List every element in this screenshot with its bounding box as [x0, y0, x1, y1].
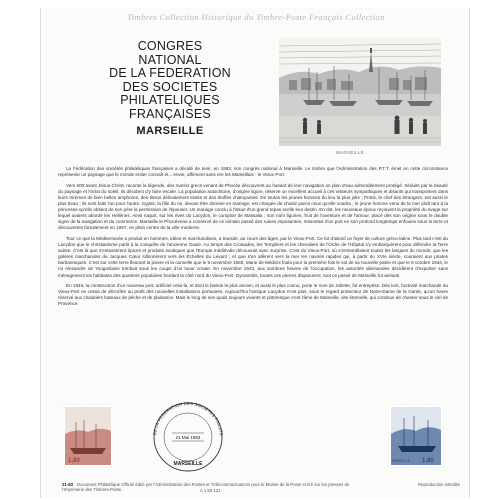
title-line-5: PHILATELIQUES [120, 93, 220, 107]
footer-number: 21-83 [62, 482, 73, 487]
footer-text-2: l'Imprimerie des Timbres-Poste. [62, 487, 123, 492]
cancel-city: MARSEILLE [173, 461, 203, 467]
text-paragraph-1: La Fédération des sociétés philatéliques françaises a décidé de tenir, en 1983, son congrès national à Marseille. Le timbre que l'Administration des P.T.T. émet en cette circonstance représente un paysage que le monde entier connaît et... envie, affirment sans rire les Marseillais : le Vieux-Port. [58, 166, 448, 178]
title-line-6: FRANÇAISES [129, 106, 211, 121]
title-line-2: NATIONAL [138, 52, 202, 67]
stamp-right [388, 404, 444, 468]
stamp-left [62, 404, 114, 468]
cancellation-postmark [142, 395, 234, 475]
stamps-area [58, 395, 448, 475]
stamp-right-value: 1,80 [422, 458, 434, 464]
text-paragraph-4: En 1946, la construction d'un nouveau port, artificiel celui-là, et dont le bassin le plus ancien, et aussi le plus connu, porte le nom de Joliette, fut entreprise. Dès lors, l'activité marchande du Vieux-Port ne cessa de décroître au profit des nouvelles installations portuaires. Aujourd'hui l'antique Lacydon n'est plus, sous le regard protecteur de Notre-Dame de la Garde, qu'un havre réservé aux chalutiers bateaux de pêche et de plaisance. Mais le long de ses quais toujours vivants et pittoresque c'est l'âme de Marseille, vite éternelle, qui continue de chanter sous le ciel de Provence. [58, 283, 448, 307]
historical-text [58, 166, 448, 312]
document-title [80, 40, 260, 139]
title-line-4: DES SOCIETES [122, 79, 218, 94]
stamp-left-value: 1,80 [68, 458, 80, 464]
cancel-arc-text: DE LA FEDERATION DES SOCIETES PHILATE [152, 400, 225, 437]
cancel-date: 21 Mai 1983 [175, 435, 201, 440]
engraving-caption: MARSEILLE [336, 150, 364, 155]
text-paragraph-2: Vers 600 avant Jésus-Christ, raconte la légende, des marins grecs venant de Phocée découvrent au hasard de leur navigation un plan d'eau admirablement protégé. Séduits par la beauté du paysage et l'éclat du soleil, ils décident d'y faire escale. La population autochtone, d'origine ligure, réserve un excellent accueil à ces visiteurs sympathiques et disants qui transportent dans leurs trirèmes de bien belles amphores, des tissus délicatement tissés et des étoffes chatoyantes. De toutes les jeunes femmes du lieu la plus jolie ; Protis, le chef des étrangers, est aussi le plus beau ; ils sont faits l'un pour l'autre. Gyptis, la fille du roi, devant être donnée en mariage, est chargée de choisir parmi ceux qu'elle voudra ; le jeune homme venu de la mer plaît tant à la princesse qu'elle obtient de son père la permission de l'épouser. Un mariage conclu à l'issue d'un grand repas scelle leur destin. En dot, les nouveaux époux reçoivent la propriété du rivage sur lequel avaient abordé les Hellènes. Ainsi naquit, sur les rives du Lacydon, le comptoir de Massalia ; son nom ligurien, fruit de l'aventure et de l'amour, placé dès son origine sous le double signe de la navigation et du commerce. Marseille le Phocéenne a conservé de ce lointain passé des ruines imposantes, ressorties d'un port en son profond longtemps enfouies sous la terre et découvertes fortuitement en 1967, en plein centre de la ville moderne. [58, 182, 448, 231]
text-paragraph-3: Tour ce que la Méditerranée a produit en hommes, idées et marchandises, a transité, au cours des âges, par le Vieux-Port. Ce fut d'abord un foyer de culture gréco-latine. Plus tard c'est du Lacydon que le christianisme partit à la conquête de l'ancienne Gaule. Au temps des Croisades, les Templiers et les chevaliers de l'Ordre de l'Hôpital s'y embarquèrent pour défendre la Terre sainte. C'est là que s'entassèrent épices et produits exotiques que l'Europe médiévale découvrait avec surprise. C'est du Vieux-Port, où s'entremêlaient toutes les langues du monde, que les galères marchandes de Jacques Cœur sillonnèrent vers les Échelles du Levant ; et que s'en allèrent vers la mer les navires rapides qui, à partir du XVIe siècle, couraient aux pirates barbaresques. C'est sur cette terre fleurant la poivre et la cannelle que le 9 novembre 1660, Marie de Médicis foula pour la première fois le sol de sa nouvelle patrie et que le 9 octobre 1934, le roi Alexandre de Yougoslavie tombait sous les coups d'un tueur croate. En novembre 1943, aux sombres heures de l'occupation, les autorités allemandes décidèrent d'expulser sans ménagement les habitants des quartiers populaires bordant la côté nord du Vieux-Port. Dynamités, toutes ces pierres disparurent, tout ce passé de Marseille fut anéanti. [58, 235, 448, 278]
svg-text:CONGRES NATIONAL DE LA FEDERAT [142, 395, 224, 437]
footer-reference: A 1 83 121 [200, 488, 221, 493]
stamp-right-label: MARSEILLE [392, 459, 410, 463]
title-line-1: CONGRES [137, 39, 203, 53]
title-line-3: DE LA FEDERATION [109, 66, 231, 80]
series-header: Timbres Collection Historique du Timbre-Poste Français Collection [127, 12, 385, 22]
title-city: MARSEILLE [136, 125, 204, 137]
footer-reproduction: Reproduction interdite [417, 482, 460, 487]
vieux-port-engraving [279, 38, 441, 146]
footer-text-1: Document Philatélique Officiel édité par l'Administration des Postes et Télécommunications pour le Musée de la Poste et tiré sur les presses de [77, 482, 350, 487]
